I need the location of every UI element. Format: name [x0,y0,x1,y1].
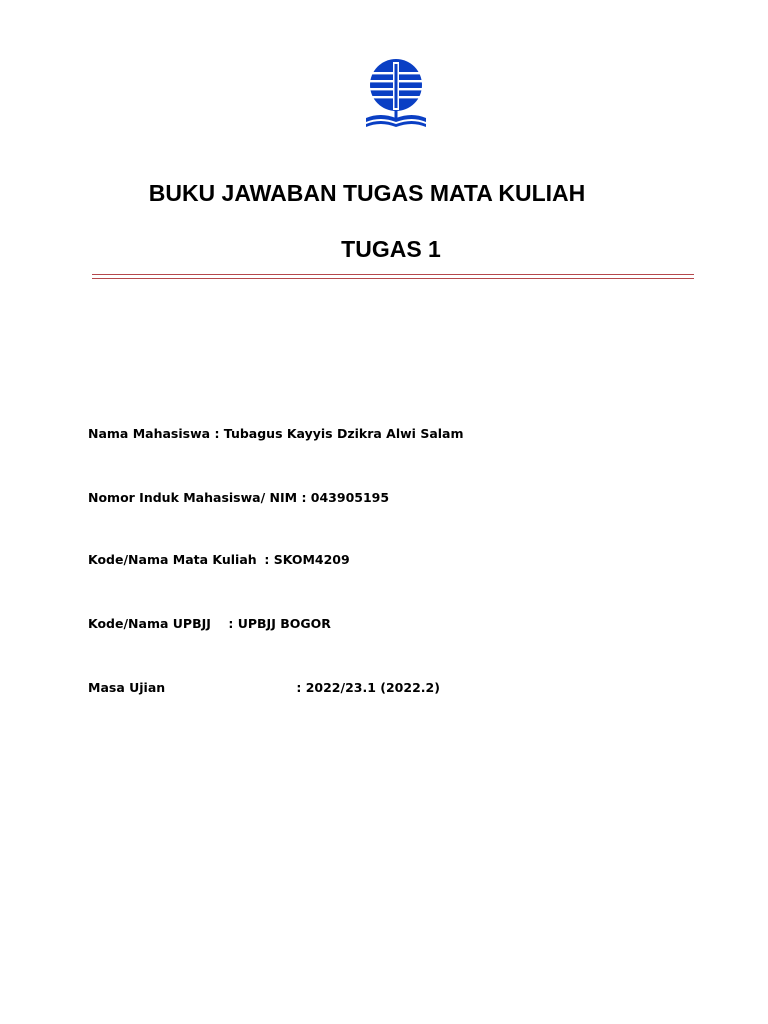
field-value: : SKOM4209 [264,552,350,567]
field-value: : 2022/23.1 (2022.2) [296,680,440,695]
field-upbjj [88,616,331,631]
field-exam-period [88,680,440,695]
field-label: Kode/Nama UPBJJ [88,616,211,631]
document-title: BUKU JAWABAN TUGAS MATA KULIAH [148,180,586,206]
field-student-name [88,426,464,441]
field-label: Kode/Nama Mata Kuliah [88,552,257,567]
university-logo-icon [362,56,430,130]
document-subtitle: TUGAS 1 [341,236,441,262]
field-label: Nomor Induk Mahasiswa/ NIM [88,490,298,505]
field-label: Nama Mahasiswa [88,426,211,441]
title-divider [92,274,694,279]
field-value: : 043905195 [301,490,390,505]
field-student-nim [88,490,389,505]
field-course [88,552,350,567]
field-value: : Tubagus Kayyis Dzikra Alwi Salam [214,426,464,441]
field-value: : UPBJJ BOGOR [228,616,331,631]
field-label: Masa Ujian [88,680,166,695]
